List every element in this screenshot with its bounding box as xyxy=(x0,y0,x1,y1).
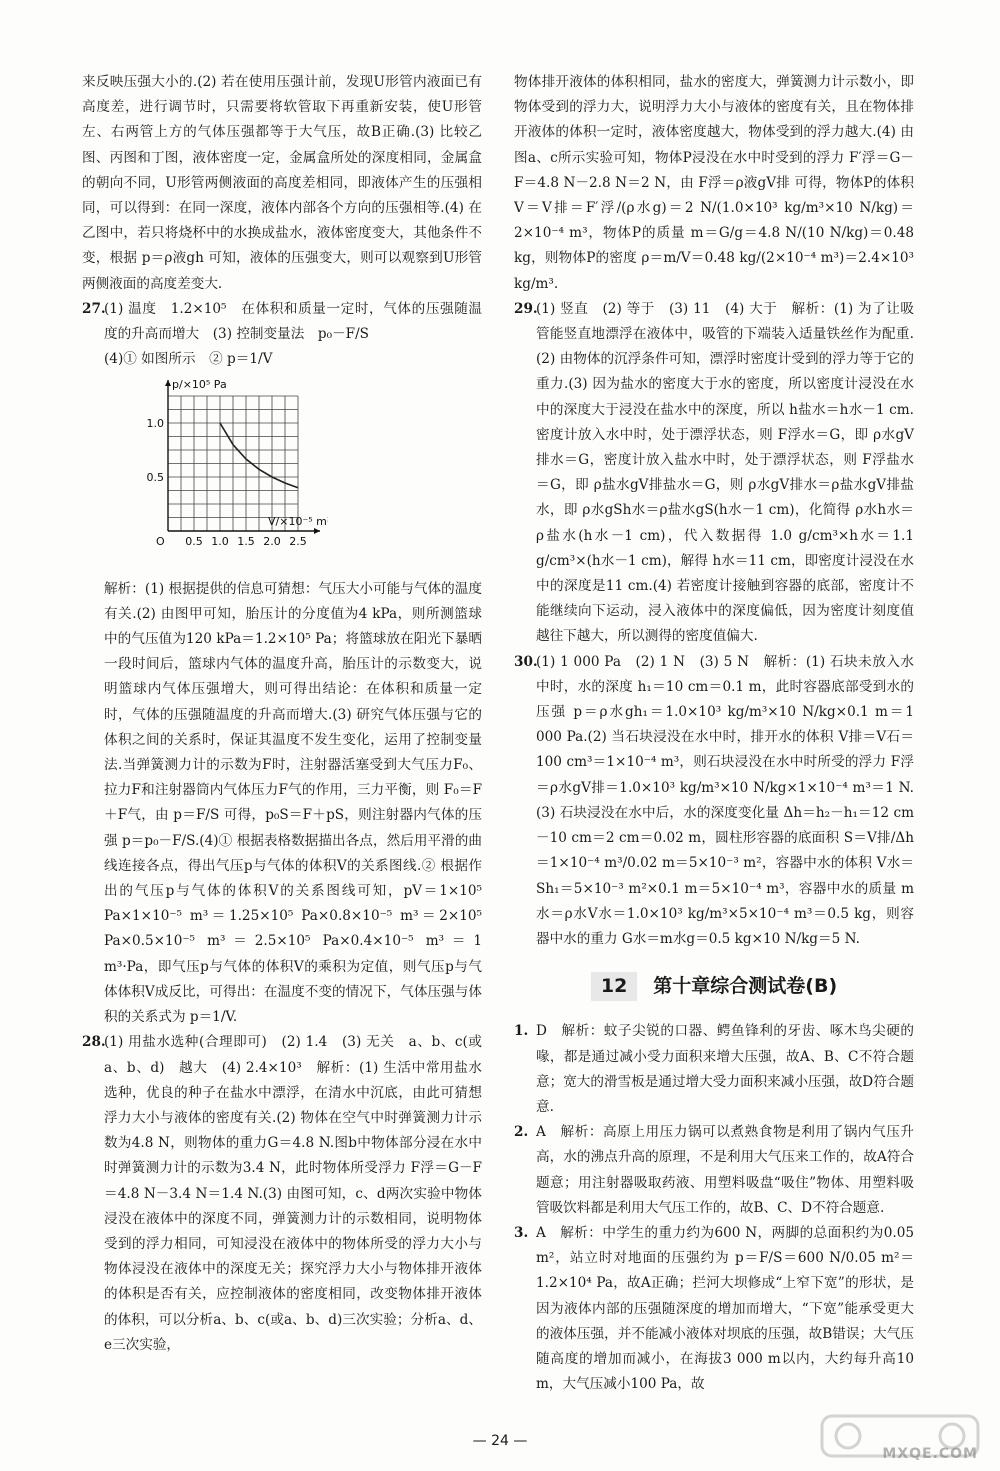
y-axis-arrow-icon xyxy=(165,380,171,386)
question-number: 30. xyxy=(514,653,538,670)
section-header xyxy=(514,972,914,1001)
question-number: 3. xyxy=(514,1224,529,1241)
question-28 xyxy=(82,1030,482,1358)
answer-29: (1) 竖直 (2) 等于 (3) 11 (4) 大于 解析：(1) 为了让吸管能竖直地漂浮在液体中，吸管的下端装入适量铁丝作为配重.(2) 由物体的沉浮条件可知，漂浮时密度计受到的浮力等于它的重力.(3) 因为盐水的密度大于水的密度，所以密度计浸没在水中的深度大于浸没在盐水中的深度，所以 h盐水＝h水－1 cm.密度计放入水中时，处于漂浮状态，则 F浮水＝G，即 ρ水gV排水＝G，密度计放入盐水中时，处于漂浮状态，则 F浮盐水＝G，即 ρ盐水gV排盐水＝G，则 ρ水gV排水＝ρ盐水gV排盐水，即 ρ水gSh水＝ρ盐水gS(h水－1 cm)，化简得 ρ水h水＝ρ盐水(h水－1 cm)，代入数据得 1.0 g/cm³×h水＝1.1 g/cm³×(h水－1 cm)，解得 h水＝11 cm，即密度计浸没在水中的深度是11 cm.(4) 若密度计接触到容器的底部，密度计不能继续向下运动，浸入液体中的深度偏低，因为密度计刻度值越往下越大，所以测得的密度值偏大. xyxy=(536,300,914,645)
continued-paragraph: 物体排开液体的体积相同，盐水的密度大，弹簧测力计示数小，即物体受到的浮力大，说明浮力大小与液体的密度有关，且在物体排开液体的体积一定时，液体密度越大，物体受到的浮力越大.(4) 由图a、c所示实验可知，物体P浸没在水中时受到的浮力 F′浮＝G－F＝4.8 N－2.8 N＝2 N，由 F浮＝ρ液gV排 可得，物体P的体积 V＝V排＝F′浮/(ρ水g)＝2 N/(1.0×10³ kg/m³×10 N/kg)＝2×10⁻⁴ m³，物体P的质量 m＝G/g＝4.8 N/(10 N/kg)＝0.48 kg，则物体P的密度 ρ＝m/V＝0.48 kg/(2×10⁻⁴ m³)＝2.4×10³ kg/m³. xyxy=(514,74,914,292)
y-tick-label: 0.5 xyxy=(146,471,164,485)
x-tick-label: 2.0 xyxy=(263,535,281,549)
question-30 xyxy=(514,650,914,952)
answer-28: (1) 用盐水选种(合理即可) (2) 1.4 (3) 无关 a、b、c(或a、b、d) 越大 (4) 2.4×10³ 解析：(1) 生活中常用盐水选种，优良的种子在盐水中漂浮，在清水中沉底，由此可猜想浮力大小与液体的密度有关.(2) 物体在空气中时弹簧测力计示数为4.8 N，则物体的重力G＝4.8 N.图b中物体部分浸在水中时弹簧测力计的示数为3.4 N，此时物体所受浮力 F浮＝G－F＝4.8 N－3.4 N＝1.4 N.(3) 由图可知，c、d两次实验中物体浸没在液体中的深度不同，弹簧测力计的示数相同，说明物体受到的浮力相同，可知浸没在液体中的物体所受的浮力大小与物体浸没在液体中的深度无关；探究浮力大小与物体排开液体的体积是否有关，应控制液体的密度相同，改变物体排开液体的体积，可以分析a、b、c(或a、b、d)三次实验；分析a、d、e三次实验， xyxy=(104,1034,482,1353)
question-number: 1. xyxy=(514,1023,529,1040)
section-question-2 xyxy=(514,1120,914,1221)
y-tick-label: 1.0 xyxy=(146,417,164,431)
question-number: 28. xyxy=(82,1034,106,1051)
intro-paragraph: 来反映压强大小的.(2) 若在使用压强计前，发现U形管内液面已有高度差，进行调节时，只需要将软管取下再重新安装，使U形管左、右两管上方的气体压强都等于大气压，故B正确.(3) 比较乙图、丙图和丁图，液体密度一定，金属盒所处的深度相同，金属盒的朝向不同，U形管两侧液面的高度差相同，即液体产生的压强相同，可以得到：在同一深度，液体内部各个方向的压强相等.(4) 在乙图中，若只将烧杯中的水换成盐水，液体密度变大，其他条件不变，根据 p＝ρ液gh 可知，液体的压强变大，则可以观察到U形管两侧液面的高度差变大. xyxy=(82,74,482,292)
question-27 xyxy=(82,297,482,1030)
question-number: 2. xyxy=(514,1124,529,1141)
watermark-text: MXQE.COM xyxy=(882,1446,978,1462)
x-tick-label: 1.5 xyxy=(237,535,255,549)
x-axis-arrow-icon xyxy=(314,528,320,534)
answer-s1: D 解析：蚊子尖锐的口器、鳄鱼锋利的牙齿、啄木鸟尖硬的喙，都是通过减小受力面积来增大压强，故A、B、C不符合题意；宽大的滑雪板是通过增大受力面积来减小压强，故D符合题意. xyxy=(536,1023,914,1115)
analysis-27: 解析：(1) 根据提供的信息可猜想：气压大小可能与气体的温度有关.(2) 由图甲可知，胎压计的分度值为4 kPa，则所测篮球中的气压值为120 kPa＝1.2×10⁵ Pa；将篮球放在阳光下暴晒一段时间后，篮球内气体的温度升高，胎压计的示数变大，说明篮球内气体压强增大，则可得出结论：在体积和质量一定时，气体的压强随温度的升高而增大.(3) 研究气体压强与它的体积之间的关系时，保证其温度不发生变化，运用了控制变量法.当弹簧测力计的示数为F时，注射器活塞受到大气压力F₀、拉力F和注射器筒内气体压力F气的作用，三力平衡，则 F₀＝F＋F气，由 p＝F/S 可得，p₀S＝F＋pS，则注射器内气体的压强 p＝p₀－F/S.(4)① 根据表格数据描出各点，然后用平滑的曲线连接各点，得出气压p与气体的体积V的关系图线.② 根据作出的气压p与气体的体积V的关系图线可知，pV＝1×10⁵ Pa×1×10⁻⁵ m³＝1.25×10⁵ Pa×0.8×10⁻⁵ m³＝2×10⁵ Pa×0.5×10⁻⁵ m³＝2.5×10⁵ Pa×0.4×10⁻⁵ m³＝1 m³·Pa，即气压p与气体的体积V的乘积为定值，则气压p与气体体积V成反比，可得出：在温度不变的情况下，气体压强与体积的关系式为 p＝1/V. xyxy=(104,580,482,1026)
right-column xyxy=(514,70,914,1397)
answer-line-2: (4)① 如图所示 ② p＝1/V xyxy=(104,351,273,368)
origin-label: O xyxy=(156,535,165,549)
section-question-1 xyxy=(514,1019,914,1120)
section-question-3 xyxy=(514,1221,914,1397)
chart-grid xyxy=(168,396,298,531)
answer-30: (1) 1 000 Pa (2) 1 N (3) 5 N 解析：(1) 石块未放入水中时，水的深度 h₁＝10 cm＝0.1 m，此时容器底部受到水的压强 p＝ρ水gh₁＝1.0×10³ kg/m³×10 N/kg×0.1 m＝1 000 Pa.(2) 当石块浸没在水中时，排开水的体积 V排＝V石＝100 cm³＝1×10⁻⁴ m³，则石块浸没在水中时所受的浮力 F浮＝ρ水gV排＝1.0×10³ kg/m³×10 N/kg×1×10⁻⁴ m³＝1 N.(3) 石块浸没在水中后，水的深度变化量 Δh＝h₂－h₁＝12 cm－10 cm＝2 cm＝0.02 m，圆柱形容器的底面积 S＝V排/Δh＝1×10⁻⁴ m³/0.02 m＝5×10⁻³ m²，容器中水的体积 V水＝Sh₁＝5×10⁻³ m²×0.1 m＝5×10⁻⁴ m³，容器中水的质量 m水＝ρ水V水＝1.0×10³ kg/m³×5×10⁻⁴ m³＝0.5 kg，则容器中水的重力 G水＝m水g＝0.5 kg×10 N/kg＝5 N. xyxy=(536,653,914,947)
section-number-badge: 12 xyxy=(591,972,637,1001)
answer-s2: A 解析：高原上用压力锅可以煮熟食物是利用了锅内气压升高，水的沸点升高的原理，不是利用大气压来工作的，故A符合题意；用注射器吸取药液、用塑料吸盘“吸住”物体、用塑料吸管吸饮料都是利用大气压工作的，故B、C、D不符合题意. xyxy=(536,1124,914,1216)
x-tick-label: 1.0 xyxy=(211,535,229,549)
section-title: 第十章综合测试卷(B) xyxy=(653,975,838,998)
x-tick-label: 0.5 xyxy=(185,535,203,549)
pressure-volume-chart xyxy=(138,376,482,570)
x-tick-label: 2.5 xyxy=(289,535,307,549)
page-number: — 24 — xyxy=(472,1433,528,1449)
chart-svg xyxy=(138,376,328,561)
left-column xyxy=(82,70,482,1358)
question-number: 27. xyxy=(82,300,106,317)
answer-line-1: (1) 温度 1.2×10⁵ 在体积和质量一定时，气体的压强随温度的升高而增大 (3) 控制变量法 p₀－F/S xyxy=(104,300,482,343)
answer-s3: A 解析：中学生的重力约为600 N，两脚的总面积约为0.05 m²，站立时对地面的压强约为 p＝F/S＝600 N/0.05 m²＝1.2×10⁴ Pa，故A正确；拦河大坝修成“上窄下宽”的形状，是因为液体内部的压强随深度的增加而增大，“下宽”能承受更大的液体压强，并不能减小液体对坝底的压强，故B错误；大气压随高度的增加而减小，在海拔3 000 m以内，大约每升高10 m，大气压减小100 Pa，故 xyxy=(536,1224,914,1393)
question-29 xyxy=(514,297,914,650)
y-axis-label: p/×10⁵ Pa xyxy=(172,378,227,392)
x-axis-label: V/×10⁻⁵ m³ xyxy=(268,515,328,529)
question-number: 29. xyxy=(514,300,538,317)
